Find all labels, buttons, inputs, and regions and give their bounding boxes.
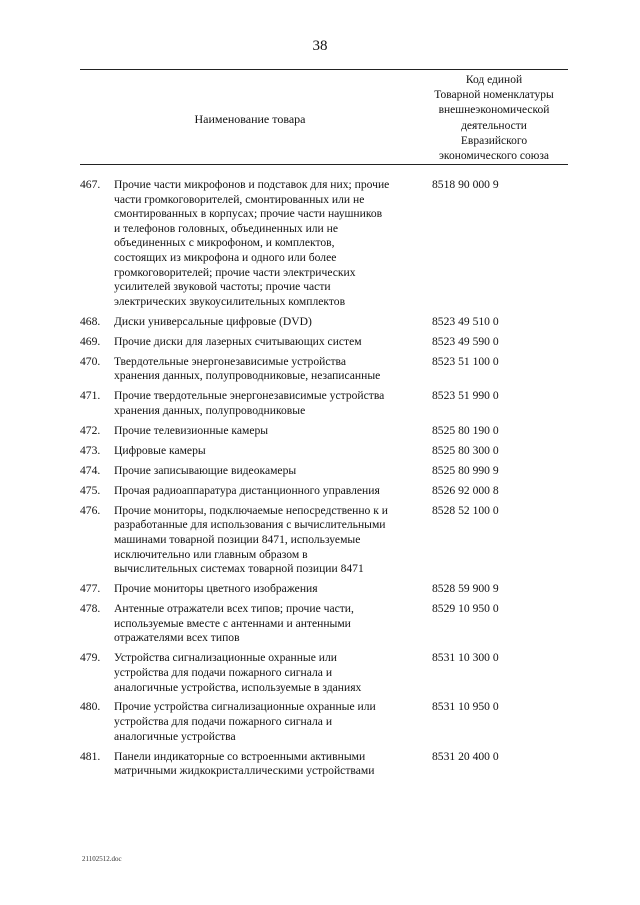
row-name-line: Антенные отражатели всех типов; прочие части,	[114, 602, 354, 616]
row-code: 8518 90 000 9	[432, 178, 499, 191]
row-name-line: исключительно или главным образом в	[114, 547, 308, 561]
table-row	[80, 389, 568, 418]
row-name-line: Цифровые камеры	[114, 443, 206, 457]
row-name-line: матричными жидкокристаллическими устройствами	[114, 764, 375, 778]
table-row	[80, 602, 568, 646]
row-number: 473.	[80, 443, 101, 457]
row-code: 8523 51 990 0	[432, 389, 499, 403]
table-row	[80, 651, 568, 695]
table-row	[80, 582, 568, 597]
row-name-line: Твердотельные энергонезависимые устройства	[114, 354, 346, 368]
table-row	[80, 444, 568, 459]
header-code-line: Евразийского	[460, 134, 528, 147]
row-name-line: хранения данных, полупроводниковые, незаписанные	[114, 369, 381, 383]
row-name-line: аналогичные устройства, используемые в зданиях	[114, 680, 362, 694]
row-name-line: электрических звукоусилительных комплектов	[114, 294, 346, 308]
row-name-line: Прочие записывающие видеокамеры	[114, 463, 297, 477]
table-row	[80, 504, 568, 577]
row-name-line: Прочие мониторы цветного изображения	[114, 582, 318, 596]
row-name-line: аналогичные устройства	[114, 729, 236, 743]
row-name-line: части громкоговорителей, смонтированных или не	[114, 192, 365, 206]
row-code: 8523 49 510 0	[432, 314, 499, 328]
row-name-line: устройства для подачи пожарного сигнала и	[114, 715, 333, 729]
row-number: 467.	[80, 178, 101, 191]
row-name-line: Прочие устройства сигнализационные охранные или	[114, 700, 376, 714]
row-code: 8531 10 300 0	[432, 651, 499, 665]
row-name	[114, 602, 426, 646]
row-name-line: Панели индикаторные со встроенными активными	[114, 749, 366, 763]
row-name	[114, 582, 426, 597]
row-name-line: Прочая радиоаппаратура дистанционного управления	[114, 483, 380, 497]
header-code-column	[420, 73, 568, 164]
header-code-line: экономического союза	[439, 150, 549, 163]
row-name-line: Устройства сигнализационные охранные или	[114, 651, 337, 665]
row-name-line: Прочие мониторы, подключаемые непосредственно к и	[114, 503, 388, 517]
row-code: 8531 10 950 0	[432, 700, 499, 714]
table-row	[80, 315, 568, 330]
table-row	[80, 335, 568, 350]
row-name-line: используемые вместе с антеннами и антенными	[114, 616, 351, 630]
row-name-line: вычислительных системах товарной позиции 8471	[114, 562, 364, 576]
row-code: 8526 92 000 8	[432, 483, 499, 497]
row-number: 480.	[80, 700, 101, 714]
row-code: 8523 51 100 0	[432, 354, 499, 368]
row-name	[114, 700, 426, 744]
row-name-line: Прочие диски для лазерных считывающих систем	[114, 334, 362, 348]
row-name-line: громкоговорителей; прочие части электрических	[114, 265, 356, 279]
header-code-line: Товарной номенклатуры	[434, 89, 554, 102]
row-name	[114, 750, 426, 779]
row-number: 474.	[80, 463, 101, 477]
row-code: 8528 52 100 0	[432, 503, 499, 517]
header-top-rule	[80, 69, 568, 70]
row-number: 468.	[80, 314, 101, 328]
row-code: 8531 20 400 0	[432, 749, 499, 763]
row-name-line: машинами товарной позиции 8471, используемые	[114, 532, 361, 546]
row-number: 477.	[80, 582, 101, 596]
row-name	[114, 504, 426, 577]
header-code-line: внешнеэкономической	[438, 104, 550, 117]
row-code: 8525 80 990 9	[432, 463, 499, 477]
row-name	[114, 651, 426, 695]
row-name	[114, 315, 426, 330]
row-name-line: Диски универсальные цифровые (DVD)	[114, 314, 312, 328]
table-row	[80, 700, 568, 744]
row-name-line: Прочие твердотельные энергонезависимые устройства	[114, 389, 385, 403]
row-name-line: Прочие части микрофонов и подставок для них; прочие	[114, 178, 390, 191]
row-code: 8525 80 300 0	[432, 443, 499, 457]
row-number: 470.	[80, 354, 101, 368]
row-name	[114, 424, 426, 439]
row-number: 471.	[80, 389, 101, 403]
row-number: 481.	[80, 749, 101, 763]
row-number: 476.	[80, 503, 101, 517]
row-name-line: состоящих из микрофона и одного или более	[114, 250, 337, 264]
row-name-line: объединенных с микрофоном, и комплектов,	[114, 236, 335, 250]
row-name	[114, 178, 426, 309]
row-name	[114, 464, 426, 479]
table-row	[80, 424, 568, 439]
row-name-line: смонтированных в корпусах; прочие части наушников	[114, 207, 383, 221]
header-code-line: Код единой	[465, 74, 523, 86]
row-name	[114, 355, 426, 384]
row-number: 472.	[80, 423, 101, 437]
goods-table	[80, 178, 568, 784]
row-name	[114, 484, 426, 499]
row-name-line: устройства для подачи пожарного сигнала и	[114, 665, 333, 679]
row-number: 475.	[80, 483, 101, 497]
row-code: 8525 80 190 0	[432, 423, 499, 437]
row-number: 478.	[80, 602, 101, 616]
row-name-line: и телефонов головных, объединенных или не	[114, 221, 339, 235]
footer-filename: 21102512.doc	[82, 855, 122, 863]
header-code-line: деятельности	[461, 119, 527, 132]
table-row	[80, 464, 568, 479]
row-name-line: Прочие телевизионные камеры	[114, 423, 269, 437]
row-name	[114, 389, 426, 418]
header-name-column: Наименование товара	[194, 112, 306, 126]
row-number: 479.	[80, 651, 101, 665]
row-name	[114, 335, 426, 350]
row-code: 8528 59 900 9	[432, 582, 499, 596]
row-name-line: усилителей звуковой частоты; прочие части	[114, 280, 331, 294]
row-name-line: хранения данных, полупроводниковые	[114, 403, 306, 417]
row-name-line: отражателями всех типов	[114, 631, 240, 645]
table-row	[80, 484, 568, 499]
header-bottom-rule	[80, 164, 568, 165]
table-row	[80, 178, 568, 309]
row-name	[114, 444, 426, 459]
row-code: 8529 10 950 0	[432, 602, 499, 616]
table-row	[80, 355, 568, 384]
row-code: 8523 49 590 0	[432, 334, 499, 348]
page-number: 38	[312, 38, 328, 54]
row-number: 469.	[80, 334, 101, 348]
row-name-line: разработанные для использования с вычислительными	[114, 518, 386, 532]
table-row	[80, 750, 568, 779]
